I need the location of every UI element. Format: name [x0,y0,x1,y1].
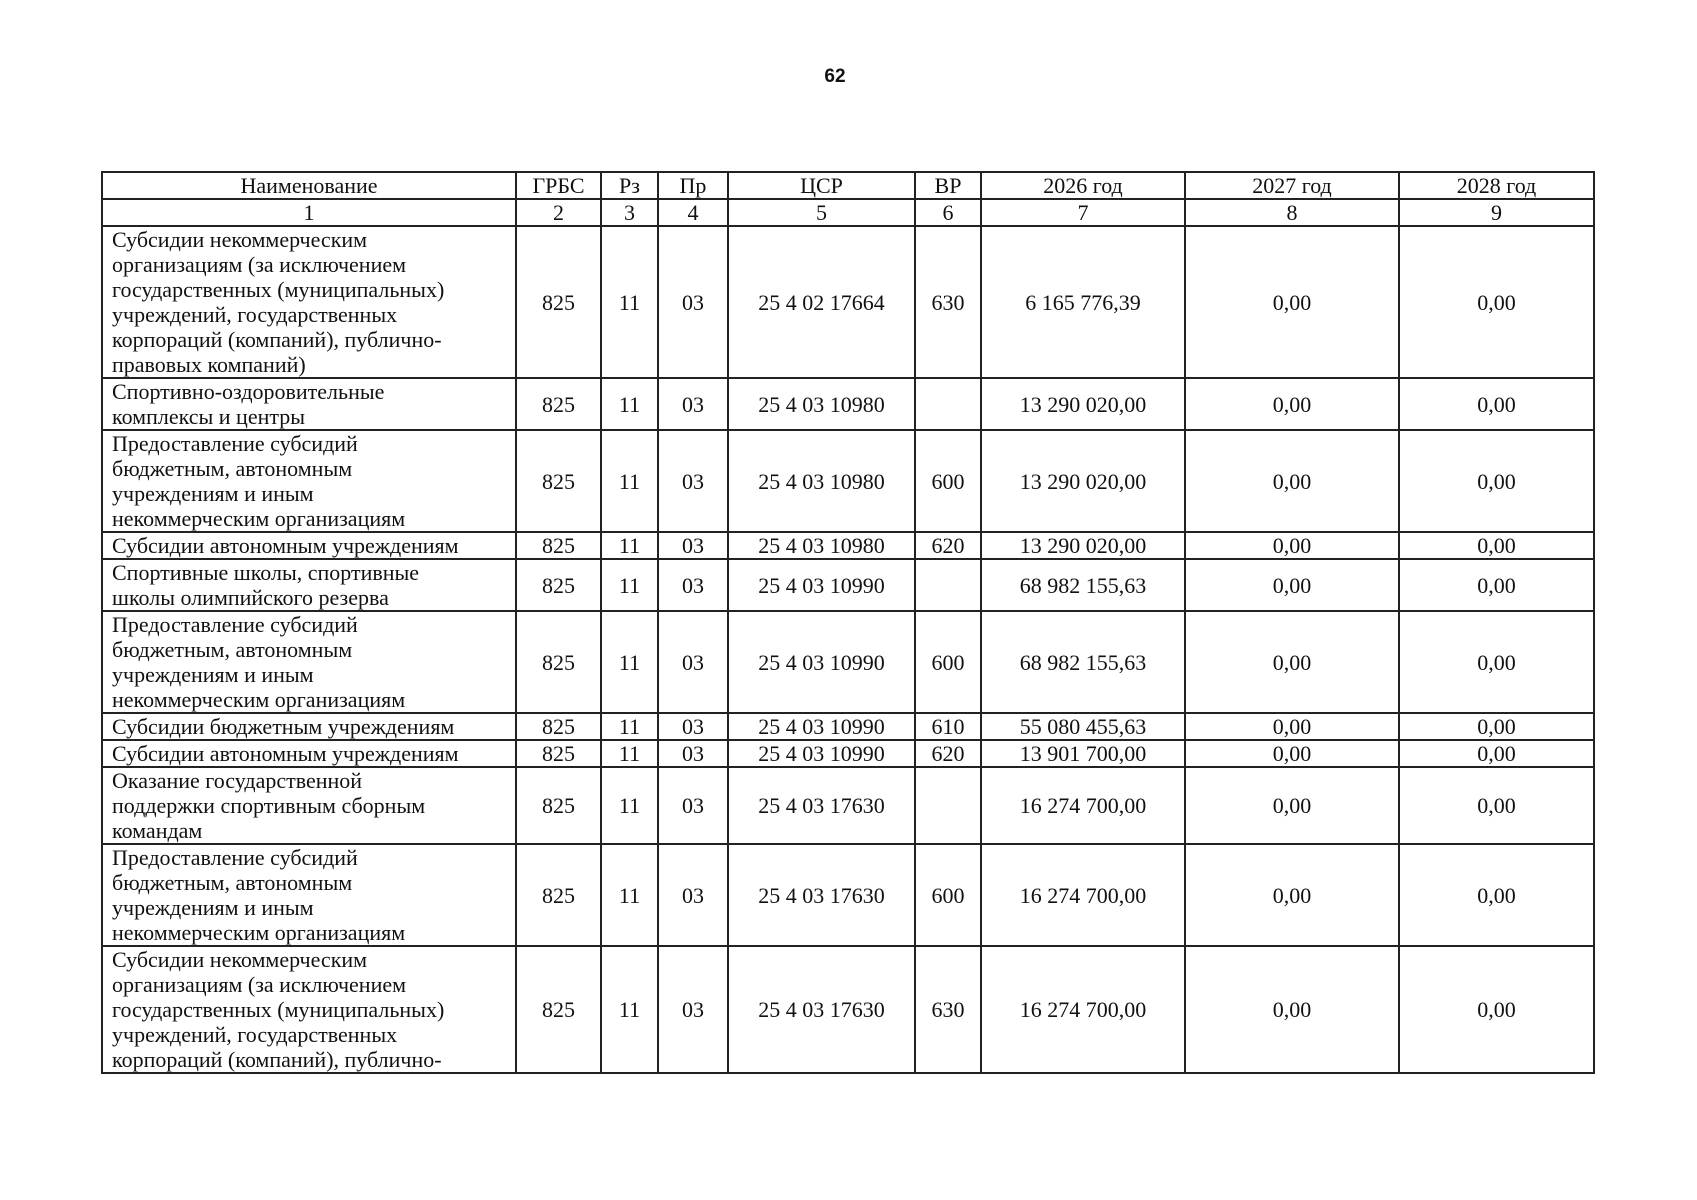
cell-2026: 16 274 700,00 [981,767,1185,844]
table-row [102,767,1594,844]
cell-grbs: 825 [516,844,601,946]
column-number: 5 [728,199,915,226]
header-2026: 2026 год [981,172,1185,199]
cell-2028: 0,00 [1399,430,1594,532]
name-line: некоммерческим организациям [112,687,406,712]
name-line: комплексы и центры [112,404,306,429]
cell-2026: 6 165 776,39 [981,226,1185,378]
column-number: 6 [915,199,981,226]
cell-grbs: 825 [516,559,601,611]
cell-name [102,226,516,378]
column-number: 4 [658,199,728,226]
name-line: учреждений, государственных [112,1022,398,1047]
table-row [102,611,1594,713]
cell-vr [915,378,981,430]
table-row [102,378,1594,430]
header-row [102,172,1594,199]
cell-grbs: 825 [516,378,601,430]
cell-2026: 13 290 020,00 [981,430,1185,532]
cell-2026: 16 274 700,00 [981,844,1185,946]
cell-name [102,532,516,559]
cell-rz: 11 [601,767,658,844]
cell-vr: 610 [915,713,981,740]
cell-csr: 25 4 03 10990 [728,559,915,611]
cell-2026: 68 982 155,63 [981,611,1185,713]
header-name: Наименование [102,172,516,199]
cell-rz: 11 [601,430,658,532]
name-line: Предоставление субсидий [112,431,358,456]
cell-vr: 600 [915,611,981,713]
page-number: 62 [824,66,846,87]
name-line: бюджетным, автономным [112,637,353,662]
name-line: Субсидии автономным учреждениям [112,741,459,766]
cell-grbs: 825 [516,767,601,844]
cell-2028: 0,00 [1399,532,1594,559]
cell-2027: 0,00 [1185,226,1399,378]
cell-name [102,559,516,611]
cell-vr: 620 [915,740,981,767]
cell-name [102,844,516,946]
cell-2026: 68 982 155,63 [981,559,1185,611]
cell-2028: 0,00 [1399,226,1594,378]
cell-2026: 55 080 455,63 [981,713,1185,740]
cell-csr: 25 4 03 10980 [728,378,915,430]
cell-csr: 25 4 03 10990 [728,713,915,740]
name-line: государственных (муниципальных) [112,997,445,1022]
cell-name [102,611,516,713]
cell-grbs: 825 [516,740,601,767]
cell-pr: 03 [658,611,728,713]
name-line: Субсидии автономным учреждениям [112,533,459,558]
cell-2028: 0,00 [1399,767,1594,844]
name-line: Субсидии некоммерческим [112,227,368,252]
cell-grbs: 825 [516,713,601,740]
cell-2028: 0,00 [1399,378,1594,430]
cell-2026: 13 901 700,00 [981,740,1185,767]
name-line: организациям (за исключением [112,252,407,277]
cell-name [102,713,516,740]
cell-vr [915,559,981,611]
cell-grbs: 825 [516,430,601,532]
column-number: 1 [102,199,516,226]
table-body [102,226,1594,1073]
cell-rz: 11 [601,740,658,767]
cell-csr: 25 4 03 10990 [728,740,915,767]
cell-rz: 11 [601,611,658,713]
cell-name [102,378,516,430]
name-line: учреждений, государственных [112,302,398,327]
cell-2028: 0,00 [1399,611,1594,713]
cell-vr [915,767,981,844]
cell-2026: 16 274 700,00 [981,946,1185,1073]
cell-rz: 11 [601,713,658,740]
cell-name [102,740,516,767]
cell-2028: 0,00 [1399,946,1594,1073]
name-line: организациям (за исключением [112,972,407,997]
cell-pr: 03 [658,844,728,946]
header-pr: Пр [658,172,728,199]
name-line: школы олимпийского резерва [112,585,389,610]
table-row [102,559,1594,611]
budget-table [101,171,1595,1074]
name-line: Предоставление субсидий [112,612,358,637]
cell-csr: 25 4 03 17630 [728,767,915,844]
name-line: некоммерческим организациям [112,506,406,531]
cell-name [102,430,516,532]
name-line: корпораций (компаний), публично- [112,327,442,352]
header-2027: 2027 год [1185,172,1399,199]
cell-grbs: 825 [516,611,601,713]
column-number: 8 [1185,199,1399,226]
cell-pr: 03 [658,226,728,378]
cell-name [102,767,516,844]
table-row [102,844,1594,946]
cell-rz: 11 [601,844,658,946]
cell-csr: 25 4 02 17664 [728,226,915,378]
cell-csr: 25 4 03 10980 [728,430,915,532]
cell-csr: 25 4 03 10980 [728,532,915,559]
name-line: учреждениям и иным [112,662,314,687]
cell-csr: 25 4 03 17630 [728,844,915,946]
cell-2027: 0,00 [1185,740,1399,767]
name-line: бюджетным, автономным [112,456,353,481]
cell-name [102,946,516,1073]
name-line: корпораций (компаний), публично- [112,1047,442,1072]
name-line: учреждениям и иным [112,481,314,506]
cell-csr: 25 4 03 17630 [728,946,915,1073]
name-line: государственных (муниципальных) [112,277,445,302]
table-row [102,740,1594,767]
cell-2027: 0,00 [1185,844,1399,946]
name-line: командам [112,818,203,843]
cell-vr: 600 [915,430,981,532]
name-line: правовых компаний) [112,352,306,377]
column-number-row [102,199,1594,226]
cell-grbs: 825 [516,946,601,1073]
column-number: 9 [1399,199,1594,226]
cell-2028: 0,00 [1399,740,1594,767]
cell-vr: 630 [915,946,981,1073]
cell-rz: 11 [601,532,658,559]
cell-2027: 0,00 [1185,767,1399,844]
cell-rz: 11 [601,378,658,430]
cell-rz: 11 [601,559,658,611]
name-line: некоммерческим организациям [112,920,406,945]
cell-csr: 25 4 03 10990 [728,611,915,713]
cell-pr: 03 [658,946,728,1073]
cell-vr: 620 [915,532,981,559]
name-line: поддержки спортивным сборным [112,793,426,818]
table-row [102,946,1594,1073]
header-2028: 2028 год [1399,172,1594,199]
cell-pr: 03 [658,532,728,559]
name-line: учреждениям и иным [112,895,314,920]
cell-2027: 0,00 [1185,713,1399,740]
column-number: 7 [981,199,1185,226]
cell-rz: 11 [601,946,658,1073]
name-line: Предоставление субсидий [112,845,358,870]
cell-vr: 600 [915,844,981,946]
table-row [102,713,1594,740]
cell-vr: 630 [915,226,981,378]
cell-2028: 0,00 [1399,844,1594,946]
name-line: Оказание государственной [112,768,363,793]
cell-2028: 0,00 [1399,713,1594,740]
cell-2027: 0,00 [1185,946,1399,1073]
cell-pr: 03 [658,378,728,430]
name-line: Субсидии бюджетным учреждениям [112,714,455,739]
cell-pr: 03 [658,740,728,767]
cell-grbs: 825 [516,226,601,378]
table-row [102,532,1594,559]
header-csr: ЦСР [728,172,915,199]
name-line: Спортивные школы, спортивные [112,560,420,585]
cell-grbs: 825 [516,532,601,559]
cell-pr: 03 [658,767,728,844]
header-grbs: ГРБС [516,172,601,199]
cell-2028: 0,00 [1399,559,1594,611]
cell-pr: 03 [658,430,728,532]
cell-rz: 11 [601,226,658,378]
column-number: 2 [516,199,601,226]
header-vr: ВР [915,172,981,199]
table-row [102,226,1594,378]
table-row [102,430,1594,532]
cell-pr: 03 [658,559,728,611]
cell-2026: 13 290 020,00 [981,378,1185,430]
cell-2027: 0,00 [1185,378,1399,430]
cell-2027: 0,00 [1185,430,1399,532]
name-line: Спортивно-оздоровительные [112,379,385,404]
cell-pr: 03 [658,713,728,740]
cell-2027: 0,00 [1185,532,1399,559]
header-rz: Рз [601,172,658,199]
name-line: бюджетным, автономным [112,870,353,895]
name-line: Субсидии некоммерческим [112,947,368,972]
column-number: 3 [601,199,658,226]
cell-2027: 0,00 [1185,611,1399,713]
cell-2027: 0,00 [1185,559,1399,611]
cell-2026: 13 290 020,00 [981,532,1185,559]
